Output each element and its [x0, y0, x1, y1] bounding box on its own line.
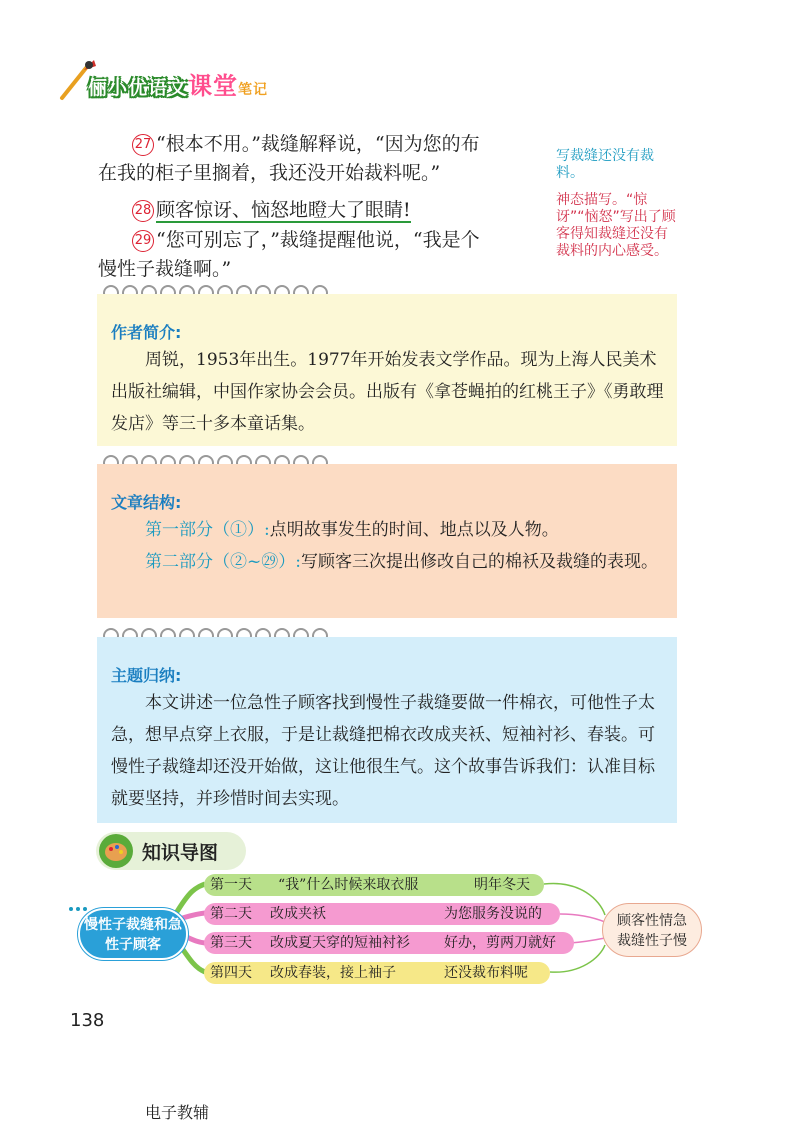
side-note-1: 写裁缝还没有裁料。 — [556, 148, 654, 181]
page-number: 138 — [70, 1010, 105, 1031]
header-logo — [58, 58, 308, 106]
theme-box-title: 主题归纳: — [111, 666, 182, 685]
author-box — [97, 294, 677, 446]
author-box-text: 周锐，1953年出生。1977年开始发表文学作品。现为上海人民美术出版社编辑，中国作家协会会员。出版有《拿苍蝇拍的红桃王子》《勇敢理发店》等三十多本童话集。 — [111, 350, 664, 434]
structure-box-title: 文章结构: — [111, 493, 182, 512]
theme-box-text: 本文讲述一位急性子顾客找到慢性子裁缝要做一件棉衣，可他性子太急，想早点穿上衣服，于是让裁缝把棉衣改成夹袄、短袖衬衫、春装。可慢性子裁缝却还没开始做，这让他很生气。这个故事告诉我们：认准目标就要坚持，并珍惜时间去实现。 — [111, 693, 655, 809]
paragraph-number: 28 — [132, 200, 154, 222]
paragraph-29-line2: 慢性子裁缝啊。” — [98, 258, 232, 280]
paragraph-27-line2: 在我的柜子里搁着，我还没开始裁料呢。” — [98, 162, 441, 184]
watermark: 电子教辅 — [145, 1103, 210, 1122]
decor-dots — [68, 898, 76, 906]
structure-part-2: 第二部分（②~㉙）:写顾客三次提出修改自己的棉袄及裁缝的表现。 — [145, 552, 658, 572]
palette-icon — [98, 833, 134, 869]
paragraph-27: 27 “根本不用。”裁缝解释说，“因为您的布 — [132, 130, 552, 159]
underlined-sentence: 顾客惊讶、恼怒地瞪大了眼睛! — [156, 199, 411, 221]
paragraph-number: 29 — [132, 230, 154, 252]
mindmap-row-1: 第一天 “我”什么时候来取衣服 明年冬天 — [204, 874, 544, 896]
mindmap-row-2: 第二天 改成夹袄 为您服务没说的 — [204, 903, 560, 925]
paragraph-number: 27 — [132, 134, 154, 156]
paragraph-29: 29 “您可别忘了，”裁缝提醒他说，“我是个 — [132, 226, 552, 255]
side-note-2: 神态描写。“惊讶”“恼怒”写出了顾客得知裁缝还没有裁料的内心感受。 — [556, 192, 676, 259]
mindmap-center-node: 慢性子裁缝和急性子顾客 — [78, 908, 188, 960]
mindmap-conclusion: 顾客性情急 裁缝性子慢 — [602, 903, 702, 957]
structure-box — [97, 464, 677, 618]
mindmap-title: 知识导图 — [142, 842, 219, 864]
mindmap-heading — [96, 832, 246, 870]
paragraph-28 — [132, 196, 552, 225]
mindmap-row-4: 第四天 改成春装，接上袖子 还没裁布料呢 — [204, 962, 550, 984]
author-box-title: 作者简介: — [111, 323, 182, 342]
structure-part-1: 第一部分（①）:点明故事发生的时间、地点以及人物。 — [145, 520, 559, 540]
brand-title: 俪小优语文课堂笔记 — [88, 72, 269, 100]
mindmap-row-3: 第三天 改成夏天穿的短袖衬衫 好办，剪两刀就好 — [204, 932, 574, 954]
theme-box — [97, 637, 677, 823]
